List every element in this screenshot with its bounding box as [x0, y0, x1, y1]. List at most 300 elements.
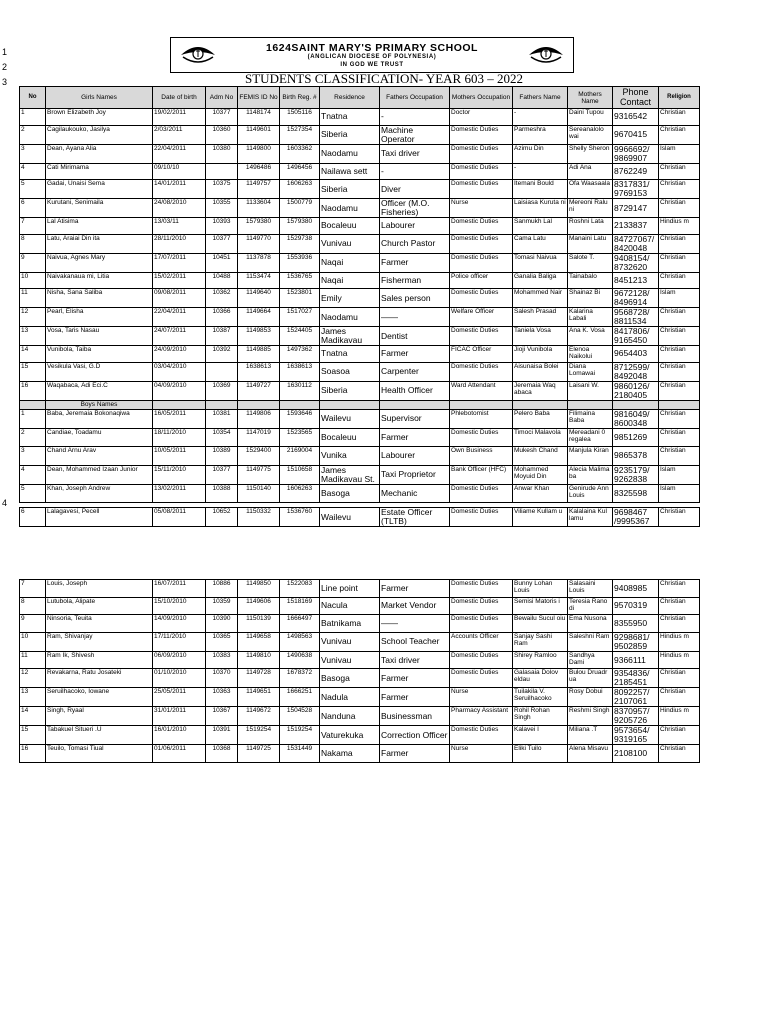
cell-dob: 03/04/2010 — [153, 362, 206, 381]
cell-phone: 8317831/ 9769153 — [613, 180, 659, 199]
table-row — [20, 218, 700, 235]
cell-femis-id: 1149810 — [238, 651, 280, 669]
table-row — [20, 289, 700, 308]
cell-birth-reg: 1606263 — [280, 484, 320, 503]
cell-name: Ninsoria, Teuita — [46, 615, 153, 633]
cell-femis-id: 1149800 — [238, 144, 280, 163]
table-row — [20, 632, 700, 651]
cell-mother-occupation: Domestic Duties — [450, 163, 513, 180]
header-birth-reg: Birth Reg. # — [280, 87, 320, 109]
cell-no: 11 — [20, 651, 46, 669]
cell-residence: Siberia — [320, 180, 380, 199]
cell-religion: Christian — [659, 327, 700, 346]
cell-religion: Christian — [659, 234, 700, 253]
cell-no: 9 — [20, 253, 46, 272]
cell-religion: Hindius m — [659, 632, 700, 651]
cell-father-occupation: Machine Operator — [380, 125, 450, 144]
cell-mother-name: Filimaina Baba — [568, 409, 613, 428]
cell-father-name: - — [513, 163, 568, 180]
boys-section-cell — [659, 400, 700, 409]
cell-dob: 16/07/2011 — [153, 580, 206, 598]
cell-femis-id: 1149651 — [238, 688, 280, 707]
cell-religion: Christian — [659, 409, 700, 428]
cell-no: 8 — [20, 234, 46, 253]
cell-no: 1 — [20, 409, 46, 428]
cell-dob: 09/08/2011 — [153, 289, 206, 308]
cell-adm-no: 10365 — [206, 632, 238, 651]
table-row — [20, 180, 700, 199]
cell-religion: Christian — [659, 180, 700, 199]
cell-name: Tabakuel Situeri .U — [46, 726, 153, 745]
row-marker: 1 — [2, 47, 8, 57]
cell-dob: 13/02/2011 — [153, 484, 206, 503]
cell-mother-occupation: Domestic Duties — [450, 580, 513, 598]
cell-dob: 16/01/2010 — [153, 726, 206, 745]
cell-femis-id: 1149806 — [238, 409, 280, 428]
cell-religion: Christian — [659, 580, 700, 598]
cell-dob: 04/09/2010 — [153, 381, 206, 400]
cell-adm-no: 10387 — [206, 327, 238, 346]
table-row — [20, 199, 700, 218]
cell-femis-id: 1149853 — [238, 327, 280, 346]
table-row — [20, 272, 700, 289]
cell-phone: 8325598 — [613, 484, 659, 503]
cell-religion: Christian — [659, 447, 700, 466]
cell-father-name: Azimu Din — [513, 144, 568, 163]
table-row — [20, 327, 700, 346]
cell-phone: 8092257/ 2107061 — [613, 688, 659, 707]
cell-religion: Christian — [659, 688, 700, 707]
cell-mother-name: Mereadani 0 regalea — [568, 428, 613, 447]
cell-phone: 9670415 — [613, 125, 659, 144]
cell-name: Singh, Ryaal — [46, 707, 153, 726]
cell-femis-id: 1150140 — [238, 484, 280, 503]
cell-dob: 18/11/2010 — [153, 428, 206, 447]
cell-mother-name: Tainabalo — [568, 272, 613, 289]
cell-dob: 15/11/2010 — [153, 465, 206, 484]
cell-mother-name: Shainaz Bi — [568, 289, 613, 308]
cell-mother-name: Alecia Malima ba — [568, 465, 613, 484]
cell-religion: Christian — [659, 163, 700, 180]
boys-section-cell — [153, 400, 206, 409]
cell-residence: Nakama — [320, 745, 380, 763]
cell-mother-name: Ema Nusona — [568, 615, 613, 633]
cell-father-name: Mohammed Nair — [513, 289, 568, 308]
header-residence: Residence — [320, 87, 380, 109]
cell-residence: Naqai — [320, 253, 380, 272]
cell-dob: 14/09/2010 — [153, 615, 206, 633]
cell-birth-reg: 1497362 — [280, 346, 320, 363]
cell-mother-occupation: Nurse — [450, 199, 513, 218]
cell-mother-occupation: Domestic Duties — [450, 289, 513, 308]
cell-name: Baba, Jeremaia Bokonaqiwa — [46, 409, 153, 428]
boys-section-label: Boys Names — [46, 400, 153, 409]
cell-father-name: Pelero Baba — [513, 409, 568, 428]
cell-father-occupation: Officer (M.O. Fisheries) — [380, 199, 450, 218]
cell-no: 2 — [20, 125, 46, 144]
cell-mother-name: Bulou Druadr ua — [568, 669, 613, 688]
cell-birth-reg: 2169004 — [280, 447, 320, 466]
cell-mother-occupation: Pharmacy Assistant — [450, 707, 513, 726]
boys-section-cell — [238, 400, 280, 409]
cell-residence: Tnatna — [320, 346, 380, 363]
cell-religion: Islam — [659, 484, 700, 503]
cell-femis-id: 1149850 — [238, 580, 280, 598]
cell-mother-name: Reshmi Singh — [568, 707, 613, 726]
cell-dob: 28/11/2010 — [153, 234, 206, 253]
cell-religion: Christian — [659, 199, 700, 218]
cell-femis-id: 1149757 — [238, 180, 280, 199]
cell-femis-id: 1153474 — [238, 272, 280, 289]
table-header-row — [20, 87, 700, 109]
cell-father-occupation: Farmer — [380, 346, 450, 363]
cell-mother-occupation: Domestic Duties — [450, 144, 513, 163]
cell-femis-id: 1149775 — [238, 465, 280, 484]
cell-no: 14 — [20, 707, 46, 726]
cell-residence: Bocaleuu — [320, 428, 380, 447]
cell-mother-name: Daini Tupou — [568, 109, 613, 126]
cell-religion: Christian — [659, 362, 700, 381]
row-marker: 4 — [2, 498, 8, 508]
table-row — [20, 409, 700, 428]
cell-phone: 2133837 — [613, 218, 659, 235]
cell-father-name: Bewailu Sucul oiu — [513, 615, 568, 633]
cell-no: 5 — [20, 484, 46, 503]
cell-adm-no: 10377 — [206, 234, 238, 253]
cell-father-occupation: Supervisor — [380, 409, 450, 428]
cell-residence: Basoga — [320, 669, 380, 688]
cell-mother-occupation: Domestic Duties — [450, 726, 513, 745]
cell-father-name: Itemani Bould — [513, 180, 568, 199]
cell-father-occupation: Labourer — [380, 447, 450, 466]
cell-name: Ram Ik, Shivesh — [46, 651, 153, 669]
cell-birth-reg: 1527354 — [280, 125, 320, 144]
cell-religion: Hindius m — [659, 218, 700, 235]
cell-mother-occupation: Domestic Duties — [450, 615, 513, 633]
cell-religion: Christian — [659, 726, 700, 745]
cell-name: Latu, Araiai Din ita — [46, 234, 153, 253]
cell-mother-name: Miliana .T — [568, 726, 613, 745]
classification-table — [19, 86, 700, 503]
cell-adm-no: 10362 — [206, 289, 238, 308]
cell-no: 5 — [20, 180, 46, 199]
cell-phone: 84727067/ 8420048 — [613, 234, 659, 253]
cell-birth-reg: 1523801 — [280, 289, 320, 308]
cell-birth-reg: 1517027 — [280, 308, 320, 327]
cell-religion: Christian — [659, 381, 700, 400]
cell-mother-name: Manaini Latu — [568, 234, 613, 253]
cell-mother-occupation: Domestic Duties — [450, 234, 513, 253]
cell-residence: Nadula — [320, 688, 380, 707]
table-row — [20, 362, 700, 381]
cell-adm-no: 10377 — [206, 109, 238, 126]
cell-dob: 24/07/2011 — [153, 327, 206, 346]
cell-name: Lalagavesi, Pecell — [46, 508, 153, 527]
cell-femis-id: 1149664 — [238, 308, 280, 327]
table-row — [20, 745, 700, 763]
cell-femis-id: 1147019 — [238, 428, 280, 447]
cell-mother-occupation: Bank Officer (HFC) — [450, 465, 513, 484]
cell-religion: Christian — [659, 597, 700, 615]
cell-adm-no: 10367 — [206, 707, 238, 726]
cell-phone: 9568728/ 8811534 — [613, 308, 659, 327]
cell-mother-name: Kalalaina Kul lamu — [568, 508, 613, 527]
school-diocese: (ANGLICAN DIOCESE OF POLYNESIA) — [307, 54, 437, 60]
cell-adm-no: 10388 — [206, 484, 238, 503]
table-row — [20, 597, 700, 615]
table-row — [20, 447, 700, 466]
table-row — [20, 234, 700, 253]
cell-no: 6 — [20, 508, 46, 527]
cell-father-name: Jeremaia Waq abaca — [513, 381, 568, 400]
cell-adm-no: 10392 — [206, 346, 238, 363]
cell-religion: Christian — [659, 428, 700, 447]
cell-name: Cati Mirimama — [46, 163, 153, 180]
cell-residence: Soasoa — [320, 362, 380, 381]
cell-no: 4 — [20, 465, 46, 484]
cell-father-occupation: Taxi driver — [380, 144, 450, 163]
cell-birth-reg: 1498563 — [280, 632, 320, 651]
cell-adm-no: 10391 — [206, 726, 238, 745]
cell-father-occupation: Farmer — [380, 688, 450, 707]
cell-birth-reg: 1524405 — [280, 327, 320, 346]
cell-adm-no: 10381 — [206, 409, 238, 428]
cell-femis-id: 1496486 — [238, 163, 280, 180]
cell-father-occupation: Taxi Proprietor — [380, 465, 450, 484]
cell-mother-occupation: FICAC Officer — [450, 346, 513, 363]
cell-femis-id: 1519254 — [238, 726, 280, 745]
cell-residence: Naqai — [320, 272, 380, 289]
cell-birth-reg: 1536760 — [280, 508, 320, 527]
cell-no: 15 — [20, 726, 46, 745]
cell-mother-name: Alena Misavu — [568, 745, 613, 763]
cell-mother-occupation: Domestic Duties — [450, 597, 513, 615]
cell-adm-no: 10354 — [206, 428, 238, 447]
cell-religion: Christian — [659, 125, 700, 144]
table-row — [20, 381, 700, 400]
cell-adm-no: 10886 — [206, 580, 238, 598]
cell-religion: Christian — [659, 109, 700, 126]
cell-mother-occupation: Domestic Duties — [450, 428, 513, 447]
boys-section-cell — [206, 400, 238, 409]
cell-phone: 9698467 /9995367 — [613, 508, 659, 527]
cell-adm-no: 10377 — [206, 465, 238, 484]
cell-femis-id: 1149606 — [238, 597, 280, 615]
header-name: Girls Names — [46, 87, 153, 109]
cell-birth-reg: 1490638 — [280, 651, 320, 669]
cell-residence: Wailevu — [320, 409, 380, 428]
cell-femis-id: 1148174 — [238, 109, 280, 126]
cell-mother-occupation: Nurse — [450, 745, 513, 763]
cell-residence: James Madikavau St. — [320, 465, 380, 484]
header-mother-name: Mothers Name — [568, 87, 613, 109]
cell-father-name: Aisunaisa Bolei — [513, 362, 568, 381]
cell-residence: Tnatna — [320, 109, 380, 126]
cell-birth-reg: 1606263 — [280, 180, 320, 199]
row-marker: 3 — [2, 77, 8, 87]
table-row — [20, 308, 700, 327]
table-row — [20, 688, 700, 707]
cell-father-name: Sanmukh Lal — [513, 218, 568, 235]
cell-mother-occupation: Phlebotomist — [450, 409, 513, 428]
header-religion: Religion — [659, 87, 700, 109]
cell-father-name: Eliki Tuilo — [513, 745, 568, 763]
cell-femis-id: 1149770 — [238, 234, 280, 253]
cell-dob: 19/02/2011 — [153, 109, 206, 126]
cell-dob: 10/05/2011 — [153, 447, 206, 466]
cell-phone: 8712599/ 8492048 — [613, 362, 659, 381]
cell-adm-no: 10366 — [206, 308, 238, 327]
cell-father-name: Sanjay Sashi Ram — [513, 632, 568, 651]
cell-phone: 9235179/ 9262838 — [613, 465, 659, 484]
cell-religion: Hindius m — [659, 707, 700, 726]
cell-no: 8 — [20, 597, 46, 615]
cell-no: 6 — [20, 199, 46, 218]
cell-adm-no: 10360 — [206, 125, 238, 144]
cell-mother-name: Adi Ana — [568, 163, 613, 180]
cell-father-name: Tuilakila V. Seruilhacoko — [513, 688, 568, 707]
cell-femis-id: 1149885 — [238, 346, 280, 363]
table-row — [20, 669, 700, 688]
cell-birth-reg: 1666497 — [280, 615, 320, 633]
cell-dob: 22/04/2011 — [153, 308, 206, 327]
cell-residence: Nanduna — [320, 707, 380, 726]
cell-mother-occupation: Nurse — [450, 688, 513, 707]
cell-father-occupation: Market Vendor — [380, 597, 450, 615]
cell-birth-reg: 1529738 — [280, 234, 320, 253]
cell-religion: Christian — [659, 346, 700, 363]
cell-mother-occupation: Domestic Duties — [450, 125, 513, 144]
header-femis-id: FEMIS ID No — [238, 87, 280, 109]
cell-father-name: - — [513, 109, 568, 126]
cell-father-occupation: Farmer — [380, 669, 450, 688]
school-name: 1624SAINT MARY'S PRIMARY SCHOOL — [266, 42, 478, 54]
cell-mother-name: Sereanalolo wai — [568, 125, 613, 144]
cell-mother-name: Saleshni Ram — [568, 632, 613, 651]
cell-phone: 9654403 — [613, 346, 659, 363]
cell-father-name: Shirey Ramloo — [513, 651, 568, 669]
boys-section-cell — [320, 400, 380, 409]
cell-birth-reg: 1593646 — [280, 409, 320, 428]
cell-phone: 9298681/ 9502859 — [613, 632, 659, 651]
cell-father-occupation: Taxi driver — [380, 651, 450, 669]
cell-father-name: Semisi Matoris i — [513, 597, 568, 615]
cell-mother-occupation: Domestic Duties — [450, 508, 513, 527]
cell-name: Naivua, Agnes Mary — [46, 253, 153, 272]
cell-name: Lutubola, Alipate — [46, 597, 153, 615]
cell-birth-reg: 1630112 — [280, 381, 320, 400]
cell-father-name: Jioji Vunibola — [513, 346, 568, 363]
table-row — [20, 484, 700, 503]
cell-father-occupation: Farmer — [380, 253, 450, 272]
cell-mother-name: Ofa Waasaala — [568, 180, 613, 199]
cell-adm-no — [206, 163, 238, 180]
cell-mother-name: Kalarina Labali — [568, 308, 613, 327]
table-row — [20, 163, 700, 180]
cell-mother-name: Shelly Sheron — [568, 144, 613, 163]
cell-mother-name: Rosy Dobui — [568, 688, 613, 707]
table-row — [20, 428, 700, 447]
cell-religion: Christian — [659, 669, 700, 688]
header-father-occupation: Fathers Occupation — [380, 87, 450, 109]
cell-adm-no: 10390 — [206, 615, 238, 633]
cell-phone: 9816049/ 8600348 — [613, 409, 659, 428]
cell-phone: 8370957/ 9205726 — [613, 707, 659, 726]
cell-religion: Christian — [659, 272, 700, 289]
cell-mother-name: Salasaini Louis — [568, 580, 613, 598]
cell-residence: James Madikavau — [320, 327, 380, 346]
cell-femis-id: 1529400 — [238, 447, 280, 466]
cell-dob: 06/09/2010 — [153, 651, 206, 669]
cell-dob: 01/06/2011 — [153, 745, 206, 763]
cell-adm-no: 10370 — [206, 669, 238, 688]
cell-mother-name: Genirude Ann Louis — [568, 484, 613, 503]
cell-residence: Line point — [320, 580, 380, 598]
cell-phone: 8355950 — [613, 615, 659, 633]
cell-residence: Siberia — [320, 125, 380, 144]
cell-name: Pearl, Elisha — [46, 308, 153, 327]
cell-adm-no: 10652 — [206, 508, 238, 527]
cell-no: 12 — [20, 308, 46, 327]
page-title: STUDENTS CLASSIFICATION- YEAR 603 – 2022 — [245, 71, 523, 86]
cell-religion: Christian — [659, 308, 700, 327]
cell-dob: 15/10/2010 — [153, 597, 206, 615]
cell-mother-occupation: Domestic Duties — [450, 669, 513, 688]
cell-residence: Siberia — [320, 381, 380, 400]
cell-birth-reg: 1518169 — [280, 597, 320, 615]
cell-father-name: Anwar Khan — [513, 484, 568, 503]
cell-birth-reg: 1553936 — [280, 253, 320, 272]
cell-father-name: Tomasi Naivua — [513, 253, 568, 272]
cell-dob: 14/01/2011 — [153, 180, 206, 199]
cell-name: Chand Arnu Arav — [46, 447, 153, 466]
cell-birth-reg: 1505116 — [280, 109, 320, 126]
cell-dob: 17/11/2010 — [153, 632, 206, 651]
cell-birth-reg: 1522083 — [280, 580, 320, 598]
cell-religion: Islam — [659, 289, 700, 308]
cell-phone: 8762249 — [613, 163, 659, 180]
cell-adm-no: 10355 — [206, 199, 238, 218]
cell-religion: Islam — [659, 144, 700, 163]
cell-femis-id: 1150139 — [238, 615, 280, 633]
cell-name: Khan, Joseph Andrew — [46, 484, 153, 503]
table-row — [20, 707, 700, 726]
cell-religion: Christian — [659, 253, 700, 272]
boys-section-cell — [513, 400, 568, 409]
cell-mother-name: Manjula Kiran — [568, 447, 613, 466]
cell-residence: Basoga — [320, 484, 380, 503]
cell-femis-id: 1638613 — [238, 362, 280, 381]
table-row — [20, 346, 700, 363]
boys-section-cell — [450, 400, 513, 409]
cell-birth-reg: 1519254 — [280, 726, 320, 745]
cell-phone: 9366111 — [613, 651, 659, 669]
cell-mother-occupation: Accounts Officer — [450, 632, 513, 651]
cell-residence: Bocaleuu — [320, 218, 380, 235]
cell-dob: 24/08/2010 — [153, 199, 206, 218]
cell-religion: Christian — [659, 745, 700, 763]
table-row — [20, 144, 700, 163]
cell-mother-occupation: Domestic Duties — [450, 327, 513, 346]
cell-no: 13 — [20, 688, 46, 707]
cell-birth-reg: 1678372 — [280, 669, 320, 688]
cell-phone: 8729147 — [613, 199, 659, 218]
boys-section-row — [20, 400, 700, 409]
cell-father-name: Viliame Kullam u — [513, 508, 568, 527]
table-row — [20, 726, 700, 745]
cell-dob: 2/03/2011 — [153, 125, 206, 144]
cell-no: 16 — [20, 381, 46, 400]
